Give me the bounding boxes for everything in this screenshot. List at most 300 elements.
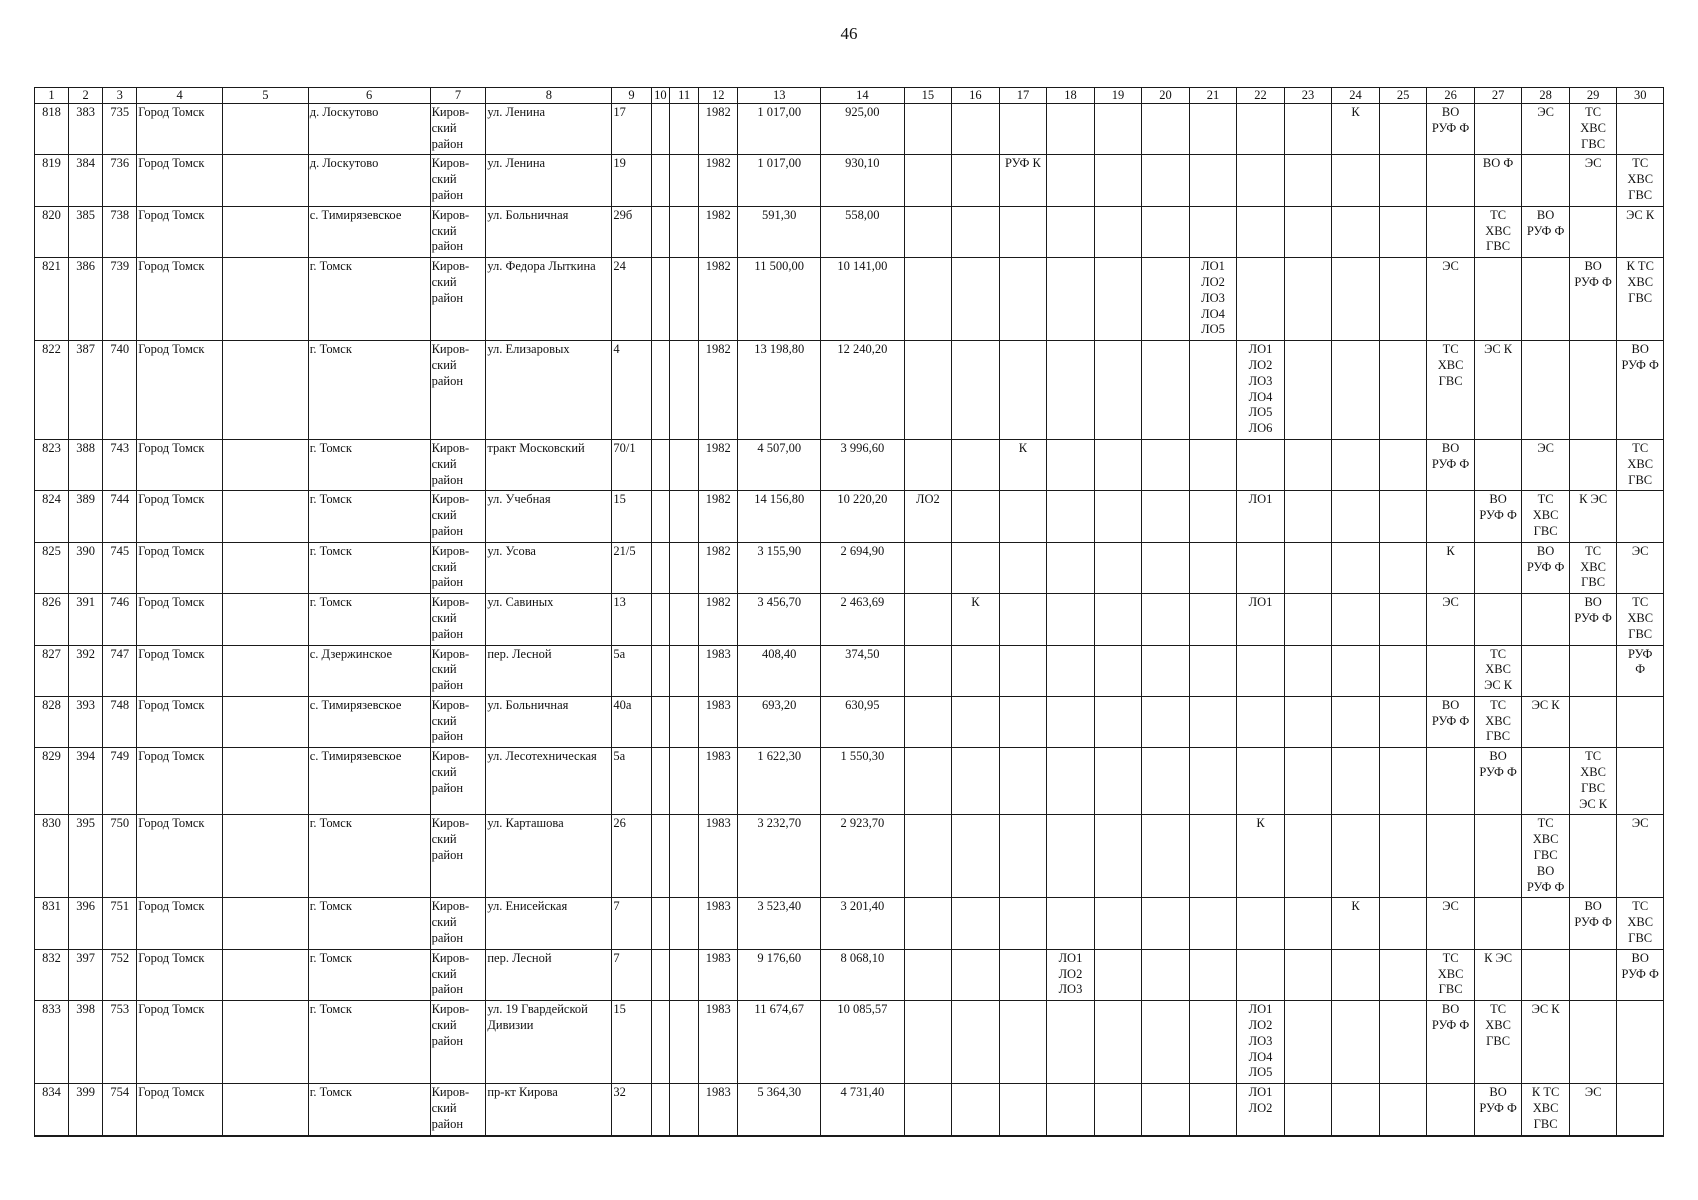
table-cell: 386 <box>69 258 103 341</box>
table-cell <box>1189 815 1237 898</box>
column-header-3: 3 <box>103 88 137 104</box>
table-cell: Киров- ский район <box>430 696 486 747</box>
column-header-11: 11 <box>670 88 699 104</box>
table-cell <box>1474 542 1522 593</box>
table-cell: 387 <box>69 341 103 440</box>
table-cell: г. Томск <box>308 594 430 645</box>
table-cell: 1 017,00 <box>738 155 821 206</box>
table-cell: ВО РУФ Ф <box>1522 542 1570 593</box>
table-cell: ТС ХВС ГВС <box>1617 898 1664 949</box>
table-row <box>35 949 1664 1000</box>
table-cell: ул. Учебная <box>486 491 612 542</box>
table-cell: 930,10 <box>821 155 905 206</box>
table-cell <box>670 542 699 593</box>
table-cell <box>1094 1001 1142 1084</box>
table-cell: Киров- ский район <box>430 542 486 593</box>
housing-registry-table <box>34 87 1664 1137</box>
table-cell <box>670 696 699 747</box>
table-cell: 13 <box>612 594 651 645</box>
table-cell: К <box>1332 104 1380 155</box>
table-cell <box>952 1084 1000 1136</box>
table-cell <box>999 1001 1047 1084</box>
table-cell <box>1237 645 1285 696</box>
table-cell <box>1284 1084 1332 1136</box>
column-header-22: 22 <box>1237 88 1285 104</box>
table-cell: К <box>952 594 1000 645</box>
table-cell: ЛО1 ЛО2 ЛО3 ЛО4 ЛО5 <box>1237 1001 1285 1084</box>
table-cell <box>1142 258 1190 341</box>
table-cell <box>1094 542 1142 593</box>
table-cell <box>1379 696 1427 747</box>
table-cell <box>1142 815 1190 898</box>
table-cell <box>1189 748 1237 815</box>
table-cell: Киров- ский район <box>430 1084 486 1136</box>
table-cell <box>1379 748 1427 815</box>
table-cell <box>1569 815 1617 898</box>
table-cell <box>1427 491 1475 542</box>
table-cell: 1982 <box>699 155 738 206</box>
table-cell <box>1047 155 1095 206</box>
table-cell: 735 <box>103 104 137 155</box>
table-row <box>35 155 1664 206</box>
table-cell <box>1617 1001 1664 1084</box>
table-cell <box>1284 542 1332 593</box>
table-cell: с. Тимирязевское <box>308 206 430 257</box>
table-cell: 7 <box>612 949 651 1000</box>
table-cell: ТС ХВС ГВС ЭС К <box>1569 748 1617 815</box>
table-cell: 818 <box>35 104 69 155</box>
table-cell: 1982 <box>699 206 738 257</box>
column-header-5: 5 <box>222 88 308 104</box>
table-cell: 747 <box>103 645 137 696</box>
table-cell: Киров- ский район <box>430 155 486 206</box>
table-cell: 10 141,00 <box>821 258 905 341</box>
table-cell <box>1047 206 1095 257</box>
table-cell: Киров- ский район <box>430 748 486 815</box>
table-cell <box>1332 1084 1380 1136</box>
table-cell <box>952 949 1000 1000</box>
table-cell: 24 <box>612 258 651 341</box>
table-cell: ВО РУФ Ф <box>1427 696 1475 747</box>
table-cell: 821 <box>35 258 69 341</box>
table-cell: 5а <box>612 645 651 696</box>
table-cell <box>1142 439 1190 490</box>
table-cell <box>1189 206 1237 257</box>
table-cell <box>222 104 308 155</box>
table-cell: ЭС <box>1427 898 1475 949</box>
column-header-4: 4 <box>137 88 223 104</box>
table-cell: 754 <box>103 1084 137 1136</box>
table-cell <box>1142 949 1190 1000</box>
table-cell <box>904 1001 952 1084</box>
table-cell: 1982 <box>699 341 738 440</box>
table-cell <box>1332 949 1380 1000</box>
table-cell <box>651 491 670 542</box>
table-cell <box>1379 104 1427 155</box>
table-cell: Киров- ский район <box>430 206 486 257</box>
table-cell: ТС ХВС ГВС <box>1474 1001 1522 1084</box>
table-cell <box>222 491 308 542</box>
table-cell: 408,40 <box>738 645 821 696</box>
column-header-10: 10 <box>651 88 670 104</box>
table-cell: 591,30 <box>738 206 821 257</box>
table-cell: ул. Ленина <box>486 155 612 206</box>
table-cell: Город Томск <box>137 104 223 155</box>
table-cell <box>904 898 952 949</box>
table-cell: 395 <box>69 815 103 898</box>
table-cell <box>1047 1001 1095 1084</box>
table-cell: 1 017,00 <box>738 104 821 155</box>
table-cell <box>1569 341 1617 440</box>
table-cell <box>1332 645 1380 696</box>
table-cell <box>1474 594 1522 645</box>
table-cell <box>952 155 1000 206</box>
table-cell: 17 <box>612 104 651 155</box>
table-cell: Киров- ский район <box>430 1001 486 1084</box>
table-cell: Киров- ский район <box>430 898 486 949</box>
table-cell <box>1047 696 1095 747</box>
table-cell: ЭС <box>1522 104 1570 155</box>
table-cell <box>1332 594 1380 645</box>
table-cell: пр-кт Кирова <box>486 1084 612 1136</box>
table-cell: 827 <box>35 645 69 696</box>
table-cell <box>1522 949 1570 1000</box>
column-header-13: 13 <box>738 88 821 104</box>
table-cell <box>1284 206 1332 257</box>
table-cell <box>651 696 670 747</box>
table-cell <box>1522 341 1570 440</box>
table-cell: ул. Федора Лыткина <box>486 258 612 341</box>
table-cell: пер. Лесной <box>486 645 612 696</box>
table-cell: К <box>1427 542 1475 593</box>
table-cell: 1982 <box>699 258 738 341</box>
column-header-6: 6 <box>308 88 430 104</box>
table-cell <box>1189 594 1237 645</box>
table-cell <box>1332 258 1380 341</box>
table-cell: Киров- ский район <box>430 439 486 490</box>
table-cell: Город Томск <box>137 748 223 815</box>
table-cell: ЭС <box>1617 542 1664 593</box>
table-cell: 5а <box>612 748 651 815</box>
table-cell: 15 <box>612 491 651 542</box>
table-cell <box>222 341 308 440</box>
table-cell <box>651 1001 670 1084</box>
table-cell <box>952 542 1000 593</box>
table-cell: г. Томск <box>308 1084 430 1136</box>
table-cell <box>1189 341 1237 440</box>
table-cell: Киров- ский район <box>430 341 486 440</box>
table-cell <box>1237 206 1285 257</box>
table-cell <box>1284 258 1332 341</box>
table-cell <box>670 949 699 1000</box>
table-row <box>35 1084 1664 1136</box>
table-cell <box>1189 645 1237 696</box>
table-cell <box>952 439 1000 490</box>
table-row <box>35 898 1664 949</box>
table-cell <box>1569 439 1617 490</box>
table-cell <box>1094 491 1142 542</box>
table-cell: 385 <box>69 206 103 257</box>
column-header-29: 29 <box>1569 88 1617 104</box>
table-cell <box>1047 104 1095 155</box>
table-cell <box>1332 206 1380 257</box>
table-cell: К ТС ХВС ГВС <box>1617 258 1664 341</box>
table-cell: 833 <box>35 1001 69 1084</box>
table-cell <box>1332 341 1380 440</box>
table-cell <box>670 594 699 645</box>
table-cell: ЭС <box>1569 1084 1617 1136</box>
table-cell: г. Томск <box>308 439 430 490</box>
table-cell: 374,50 <box>821 645 905 696</box>
table-cell: 3 232,70 <box>738 815 821 898</box>
table-cell <box>1094 594 1142 645</box>
table-cell <box>1617 104 1664 155</box>
table-cell: 1983 <box>699 645 738 696</box>
table-cell <box>904 542 952 593</box>
column-header-1: 1 <box>35 88 69 104</box>
table-cell: 10 220,20 <box>821 491 905 542</box>
table-cell: 830 <box>35 815 69 898</box>
table-cell <box>1094 645 1142 696</box>
table-cell: Киров- ский район <box>430 258 486 341</box>
table-cell <box>1284 645 1332 696</box>
table-cell: 7 <box>612 898 651 949</box>
table-cell <box>222 594 308 645</box>
table-row <box>35 815 1664 898</box>
table-cell <box>1379 1084 1427 1136</box>
table-cell: ул. Ленина <box>486 104 612 155</box>
table-cell <box>1047 748 1095 815</box>
table-cell <box>1094 155 1142 206</box>
table-cell <box>1474 104 1522 155</box>
table-cell <box>670 645 699 696</box>
table-cell <box>1237 258 1285 341</box>
table-cell <box>670 258 699 341</box>
table-cell: К ЭС <box>1474 949 1522 1000</box>
table-cell: 14 156,80 <box>738 491 821 542</box>
table-cell <box>651 258 670 341</box>
table-cell <box>1094 341 1142 440</box>
table-cell: Город Томск <box>137 155 223 206</box>
table-cell: 825 <box>35 542 69 593</box>
table-cell <box>1332 155 1380 206</box>
table-cell <box>1189 439 1237 490</box>
column-header-7: 7 <box>430 88 486 104</box>
table-cell: ВО РУФ Ф <box>1474 491 1522 542</box>
table-cell <box>670 491 699 542</box>
table-cell <box>999 645 1047 696</box>
table-cell <box>1284 898 1332 949</box>
table-row <box>35 1001 1664 1084</box>
table-cell: ЛО1 ЛО2 ЛО3 ЛО4 ЛО5 ЛО6 <box>1237 341 1285 440</box>
table-cell: 1982 <box>699 439 738 490</box>
table-cell: 15 <box>612 1001 651 1084</box>
table-cell: К ТС ХВС ГВС <box>1522 1084 1570 1136</box>
table-cell: г. Томск <box>308 341 430 440</box>
column-header-28: 28 <box>1522 88 1570 104</box>
page-number: 46 <box>840 24 858 43</box>
column-header-24: 24 <box>1332 88 1380 104</box>
table-cell <box>1569 696 1617 747</box>
table-cell: Киров- ский район <box>430 104 486 155</box>
table-cell: ЛО2 <box>904 491 952 542</box>
table-cell <box>1284 748 1332 815</box>
column-header-18: 18 <box>1047 88 1095 104</box>
table-cell <box>651 748 670 815</box>
table-cell <box>999 898 1047 949</box>
table-cell <box>1379 645 1427 696</box>
table-cell: Город Томск <box>137 258 223 341</box>
table-cell: Киров- ский район <box>430 491 486 542</box>
table-cell: ул. 19 Гвардейской Дивизии <box>486 1001 612 1084</box>
table-cell <box>904 104 952 155</box>
column-header-2: 2 <box>69 88 103 104</box>
table-cell: ТС ХВС ГВС <box>1474 206 1522 257</box>
table-cell <box>904 696 952 747</box>
table-cell: 393 <box>69 696 103 747</box>
table-cell <box>222 258 308 341</box>
table-cell: 396 <box>69 898 103 949</box>
table-cell: Город Томск <box>137 645 223 696</box>
table-cell: К <box>1332 898 1380 949</box>
table-cell <box>222 949 308 1000</box>
table-cell: 829 <box>35 748 69 815</box>
table-cell: 26 <box>612 815 651 898</box>
table-cell: Город Томск <box>137 439 223 490</box>
table-cell: 823 <box>35 439 69 490</box>
table-cell <box>651 542 670 593</box>
table-cell: ЭС <box>1427 594 1475 645</box>
table-cell: ВО РУФ Ф <box>1569 258 1617 341</box>
table-cell <box>1284 155 1332 206</box>
table-cell: 3 996,60 <box>821 439 905 490</box>
table-cell: ЭС К <box>1522 696 1570 747</box>
table-cell <box>670 815 699 898</box>
table-row <box>35 594 1664 645</box>
table-cell <box>1522 645 1570 696</box>
table-cell: 1983 <box>699 1001 738 1084</box>
table-cell <box>1284 104 1332 155</box>
table-cell <box>651 341 670 440</box>
table-cell <box>670 155 699 206</box>
table-cell <box>1474 439 1522 490</box>
table-cell: Киров- ский район <box>430 949 486 1000</box>
table-cell <box>1284 815 1332 898</box>
table-cell <box>651 155 670 206</box>
table-cell: пер. Лесной <box>486 949 612 1000</box>
table-cell <box>1332 542 1380 593</box>
table-cell <box>1142 696 1190 747</box>
table-cell <box>1427 206 1475 257</box>
table-cell <box>1142 1001 1190 1084</box>
table-cell <box>1047 645 1095 696</box>
table-cell: 11 500,00 <box>738 258 821 341</box>
table-cell <box>904 748 952 815</box>
column-header-21: 21 <box>1189 88 1237 104</box>
table-cell: ВО Ф <box>1474 155 1522 206</box>
table-cell <box>1332 748 1380 815</box>
table-cell <box>1427 645 1475 696</box>
table-cell: 5 364,30 <box>738 1084 821 1136</box>
table-cell <box>1142 542 1190 593</box>
table-cell <box>1569 949 1617 1000</box>
table-cell <box>1189 542 1237 593</box>
table-cell <box>1189 696 1237 747</box>
table-cell <box>222 645 308 696</box>
table-cell: 751 <box>103 898 137 949</box>
table-cell <box>1237 155 1285 206</box>
table-cell: 752 <box>103 949 137 1000</box>
table-cell <box>1189 1001 1237 1084</box>
table-cell: 12 240,20 <box>821 341 905 440</box>
table-cell <box>904 815 952 898</box>
table-cell <box>1522 594 1570 645</box>
table-cell: 828 <box>35 696 69 747</box>
table-cell: 820 <box>35 206 69 257</box>
table-cell: 748 <box>103 696 137 747</box>
table-cell: ЭС <box>1522 439 1570 490</box>
table-cell: ТС ХВС ГВС <box>1427 949 1475 1000</box>
column-header-26: 26 <box>1427 88 1475 104</box>
table-cell: 2 923,70 <box>821 815 905 898</box>
table-cell <box>1522 155 1570 206</box>
table-cell <box>222 748 308 815</box>
table-cell <box>1047 1084 1095 1136</box>
table-cell <box>670 206 699 257</box>
table-cell <box>651 949 670 1000</box>
table-cell <box>904 258 952 341</box>
table-cell <box>1427 748 1475 815</box>
table-cell <box>1237 949 1285 1000</box>
table-cell <box>904 594 952 645</box>
table-cell <box>1047 439 1095 490</box>
table-cell <box>1379 155 1427 206</box>
table-cell <box>1142 645 1190 696</box>
table-cell: 1983 <box>699 748 738 815</box>
table-cell: 390 <box>69 542 103 593</box>
table-cell: Город Томск <box>137 542 223 593</box>
table-cell: 399 <box>69 1084 103 1136</box>
table-cell: 1 622,30 <box>738 748 821 815</box>
table-cell: 4 <box>612 341 651 440</box>
table-body <box>35 104 1664 1136</box>
table-cell: ЛО1 ЛО2 ЛО3 ЛО4 ЛО5 <box>1189 258 1237 341</box>
table-cell <box>952 258 1000 341</box>
table-cell <box>1189 104 1237 155</box>
table-cell: Город Томск <box>137 206 223 257</box>
table-cell <box>1094 748 1142 815</box>
table-cell: ЭС К <box>1617 206 1664 257</box>
table-cell: 834 <box>35 1084 69 1136</box>
table-cell: 8 068,10 <box>821 949 905 1000</box>
table-cell <box>952 815 1000 898</box>
table-cell <box>1332 815 1380 898</box>
table-cell <box>904 949 952 1000</box>
table-cell: 384 <box>69 155 103 206</box>
table-cell: ТС ХВС ГВС <box>1522 491 1570 542</box>
table-cell: ВО РУФ Ф <box>1522 206 1570 257</box>
table-cell: 2 463,69 <box>821 594 905 645</box>
table-cell <box>1379 1001 1427 1084</box>
table-cell: ТС ХВС ГВС <box>1474 696 1522 747</box>
table-cell <box>904 155 952 206</box>
table-cell: ул. Енисейская <box>486 898 612 949</box>
table-cell <box>1379 439 1427 490</box>
table-cell: РУФ Ф <box>1617 645 1664 696</box>
table-row <box>35 645 1664 696</box>
table-cell: 10 085,57 <box>821 1001 905 1084</box>
table-cell: д. Лоскутово <box>308 104 430 155</box>
